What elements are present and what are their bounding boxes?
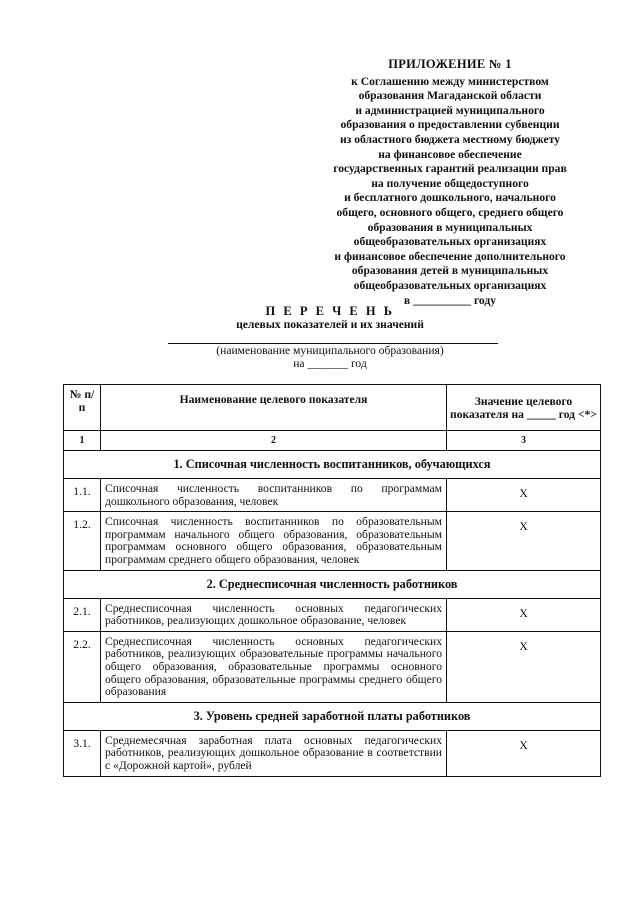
year-line: на _______ год	[293, 357, 367, 370]
appendix-block	[300, 57, 600, 308]
appendix-line: на финансовое обеспечение	[378, 147, 522, 161]
row-num: 1.1.	[64, 479, 101, 512]
appendix-line: образования о предоставлении субвенции	[340, 118, 560, 132]
appendix-line: общеобразовательных организациях	[353, 235, 547, 249]
municipality-hint: (наименование муниципального образования)	[216, 344, 444, 357]
header-num: № п/п	[64, 385, 101, 431]
appendix-line: образования в муниципальных	[367, 220, 533, 234]
target-indicators-table	[63, 384, 601, 777]
appendix-line: и бесплатного дошкольного, начального	[344, 191, 556, 205]
table-row	[64, 730, 601, 776]
row-name: Среднесписочная численность основных педагогических работников, реализующих дошкольное образование, человек	[101, 598, 447, 631]
row-value: Х	[447, 631, 601, 702]
column-index: 1	[64, 431, 101, 451]
row-name: Списочная численность воспитанников по программам дошкольного образования, человек	[101, 479, 447, 512]
appendix-line: образования детей в муниципальных	[351, 264, 549, 278]
appendix-line: в __________ году	[403, 293, 497, 307]
row-value: Х	[447, 730, 601, 776]
row-num: 2.2.	[64, 631, 101, 702]
header-value: Значение целевого показателя на _____ год <*>	[447, 385, 601, 431]
list-subtitle: целевых показателей и их значений	[236, 318, 424, 331]
section-row	[64, 702, 601, 730]
section-row	[64, 451, 601, 479]
row-name: Среднесписочная численность основных педагогических работников, реализующих образовательные программы начального общего образования, образовательные программы основного общего образования, образовательные программы среднего общего образования	[101, 631, 447, 702]
table-row	[64, 631, 601, 702]
row-value: Х	[447, 598, 601, 631]
appendix-line: государственных гарантий реализации прав	[333, 162, 567, 176]
column-index-row	[64, 431, 601, 451]
appendix-line: к Соглашению между министерством	[351, 74, 549, 88]
appendix-line: и администрацией муниципального	[355, 103, 545, 117]
table-header-row	[64, 385, 601, 431]
section-title: 2. Среднесписочная численность работников	[64, 570, 601, 598]
section-title: 1. Списочная численность воспитанников, обучающихся	[64, 451, 601, 479]
appendix-line: из областного бюджета местному бюджету	[339, 132, 561, 146]
appendix-line: общеобразовательных организациях	[353, 278, 547, 292]
appendix-line: на получение общедоступного	[371, 176, 529, 190]
list-title: П Е Р Е Ч Е Н Ь	[265, 304, 395, 318]
section-row	[64, 570, 601, 598]
appendix-line: образования Магаданской области	[358, 89, 542, 103]
section-title: 3. Уровень средней заработной платы работников	[64, 702, 601, 730]
row-value: Х	[447, 479, 601, 512]
appendix-line: и финансовое обеспечение дополнительного	[334, 249, 566, 263]
appendix-line: общего, основного общего, среднего общего	[336, 205, 564, 219]
table-row	[64, 512, 601, 570]
row-value: Х	[447, 512, 601, 570]
row-name: Среднемесячная заработная плата основных педагогических работников, реализующих дошкольное образование в соответствии с «Дорожной картой», рублей	[101, 730, 447, 776]
table-row	[64, 598, 601, 631]
appendix-title: ПРИЛОЖЕНИЕ № 1	[388, 57, 512, 71]
table-row	[64, 479, 601, 512]
column-index: 2	[101, 431, 447, 451]
row-name: Списочная численность воспитанников по образовательным программам начального общего образования, образовательным программам основного общего образования, образовательным программам среднего общего образования, человек	[101, 512, 447, 570]
header-name: Наименование целевого показателя	[101, 385, 447, 431]
row-num: 3.1.	[64, 730, 101, 776]
row-num: 2.1.	[64, 598, 101, 631]
row-num: 1.2.	[64, 512, 101, 570]
column-index: 3	[447, 431, 601, 451]
